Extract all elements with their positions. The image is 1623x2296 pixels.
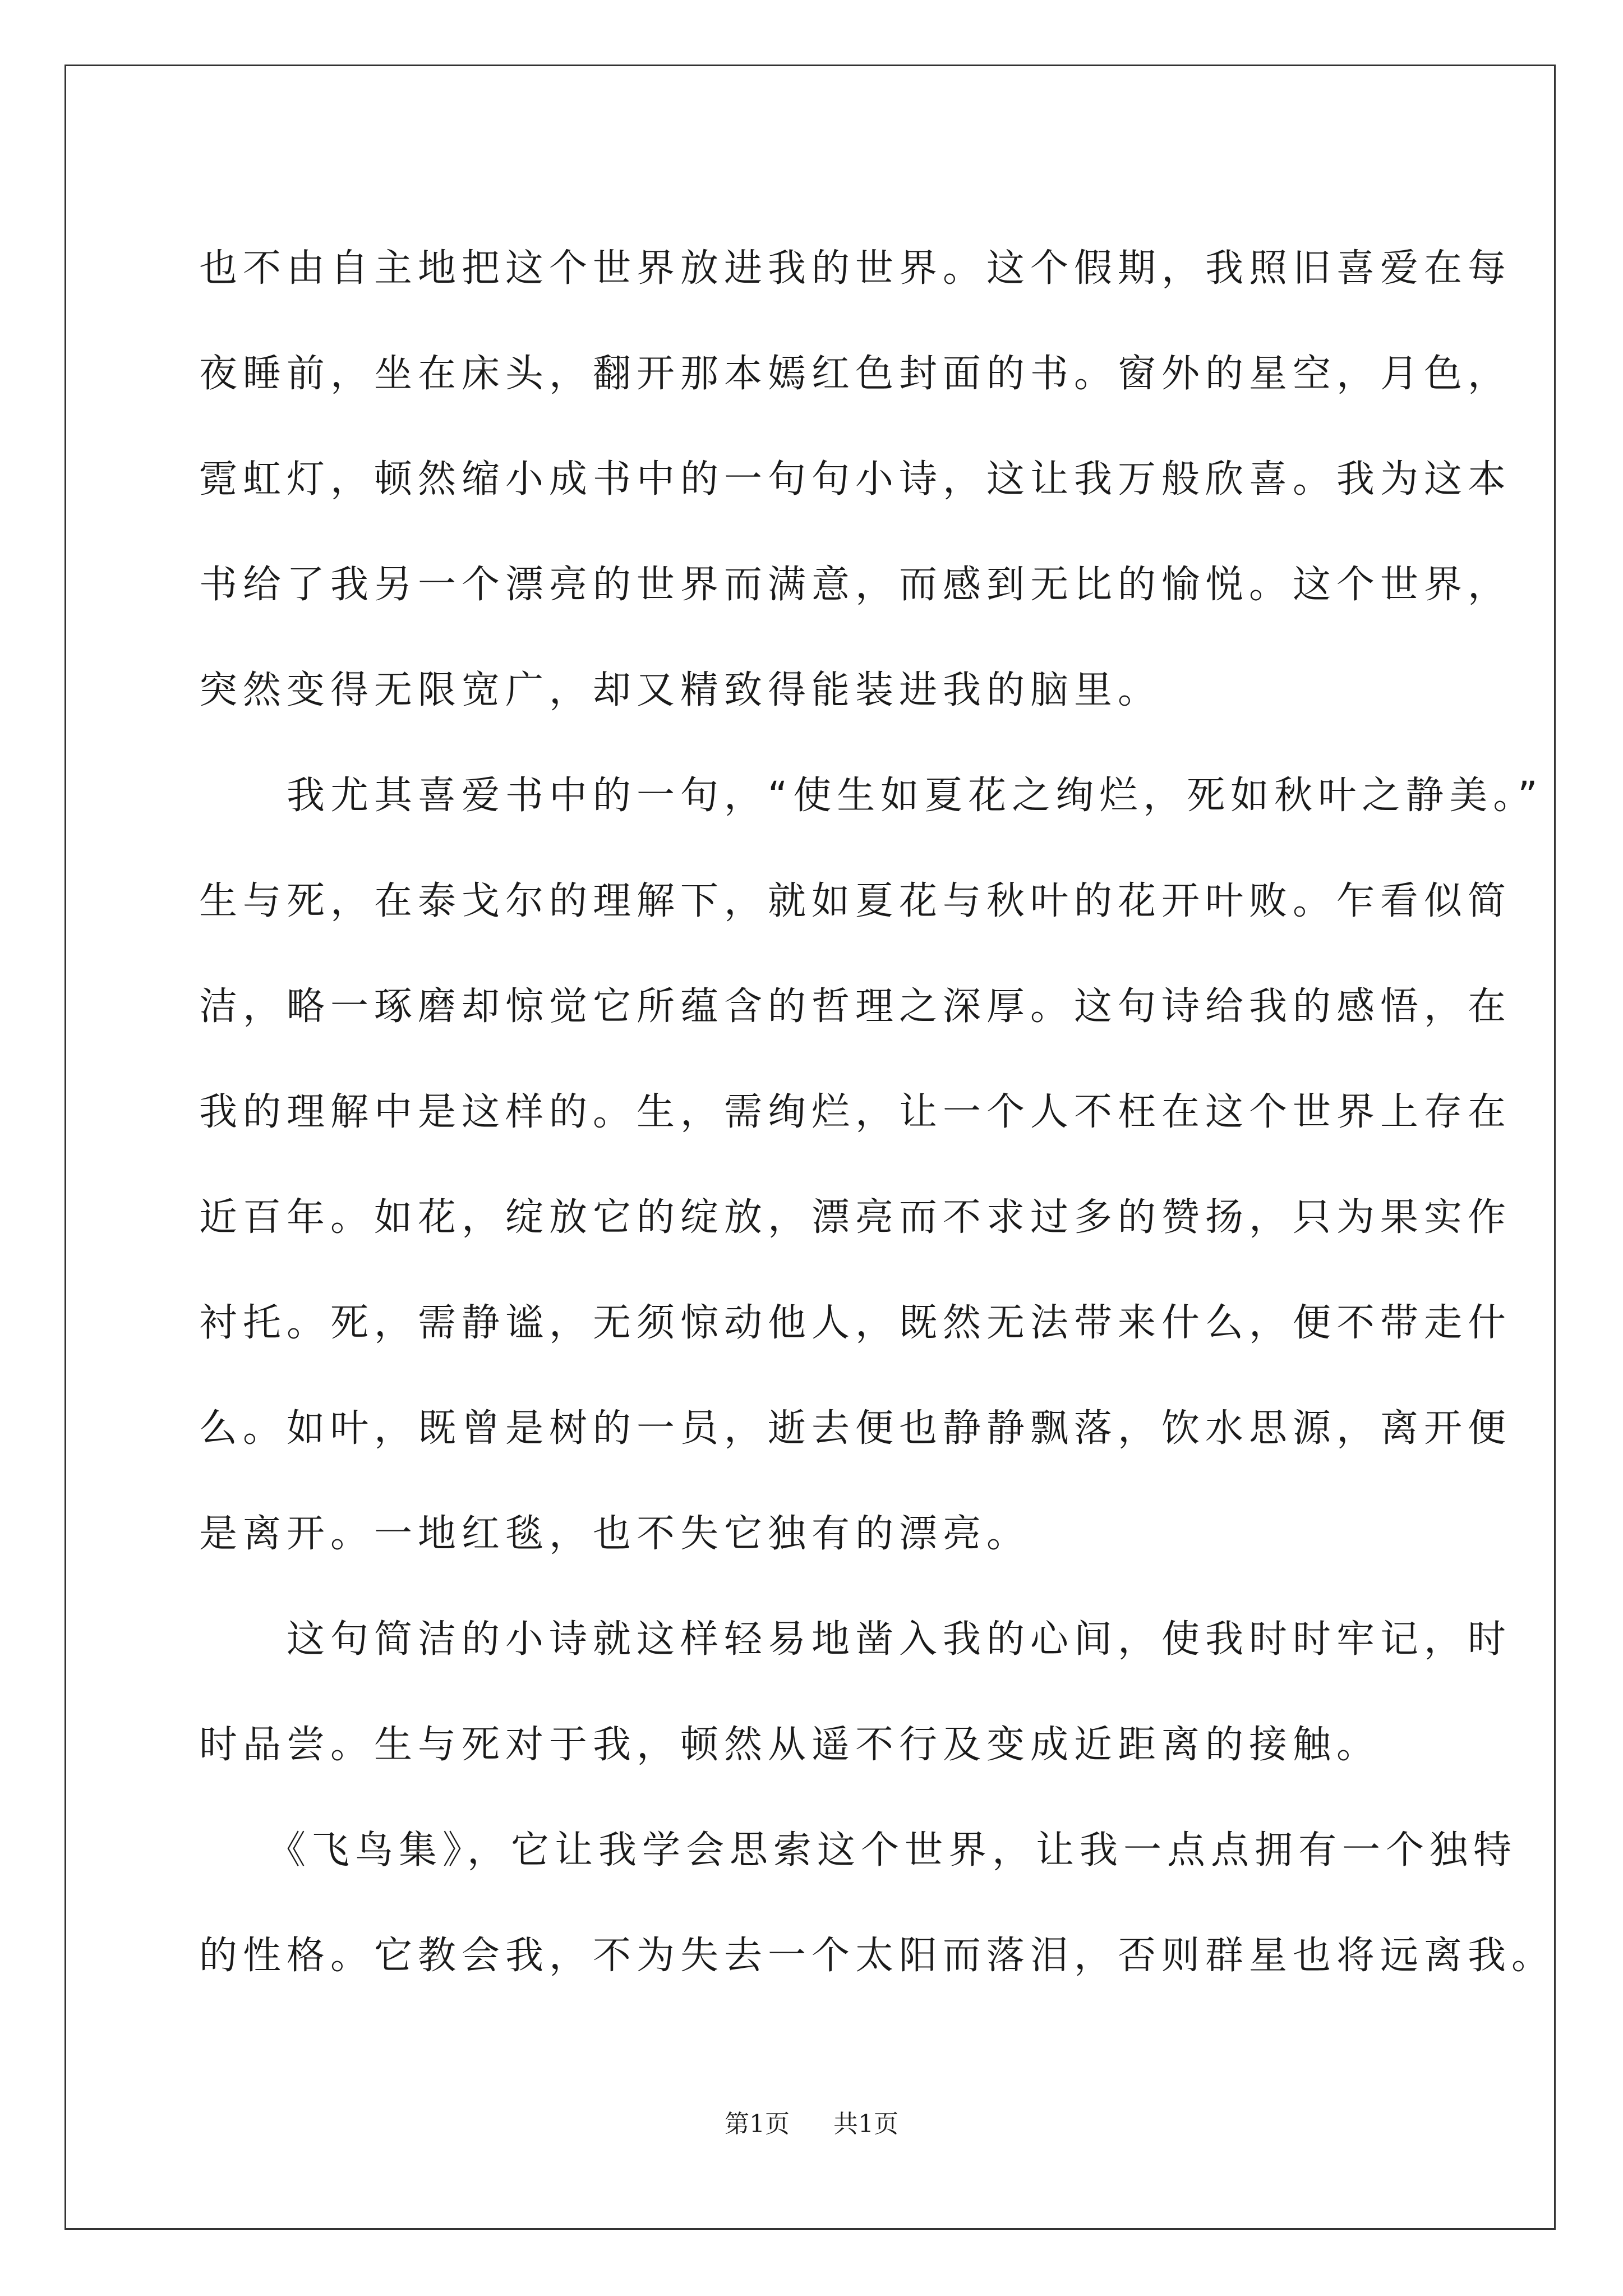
text-line: 是离开。一地红毯，也不失它独有的漂亮。 bbox=[199, 1512, 1031, 1556]
text-line: 洁，略一琢磨却惊觉它所蕴含的哲理之深厚。这句诗给我的感悟，在 bbox=[199, 984, 1512, 1029]
text-line: 突然变得无限宽广，却又精致得能装进我的脑里。 bbox=[199, 668, 1162, 712]
text-line: 我尤其喜爱书中的一句，“使生如夏花之绚烂，死如秋叶之静美。” bbox=[199, 774, 1543, 818]
page-number: 第1页 bbox=[725, 2110, 790, 2138]
page-total: 共1页 bbox=[833, 2110, 898, 2138]
text-line: 《飞鸟集》，它让我学会思索这个世界，让我一点点拥有一个独特 bbox=[199, 1828, 1518, 1872]
text-line: 霓虹灯，顿然缩小成书中的一句句小诗，这让我万般欣喜。我为这本 bbox=[199, 457, 1512, 501]
text-line: 夜睡前，坐在床头，翻开那本嫣红色封面的书。窗外的星空，月色， bbox=[199, 352, 1512, 396]
document-body bbox=[199, 216, 1556, 2009]
text-line: 这句简洁的小诗就这样轻易地凿入我的心间，使我时时牢记，时 bbox=[199, 1617, 1512, 1662]
text-line: 么。如叶，既曾是树的一员，逝去便也静静飘落，饮水思源，离开便 bbox=[199, 1406, 1512, 1451]
text-line: 时品尝。生与死对于我，顿然从遥不行及变成近距离的接触。 bbox=[199, 1723, 1381, 1767]
text-line: 生与死，在泰戈尔的理解下，就如夏花与秋叶的花开叶败。乍看似简 bbox=[199, 879, 1512, 923]
text-line: 近百年。如花，绽放它的绽放，漂亮而不求过多的赞扬，只为果实作 bbox=[199, 1195, 1512, 1240]
page-footer bbox=[0, 2104, 1623, 2139]
text-line: 我的理解中是这样的。生，需绚烂，让一个人不枉在这个世界上存在 bbox=[199, 1090, 1512, 1134]
text-line: 书给了我另一个漂亮的世界而满意，而感到无比的愉悦。这个世界， bbox=[199, 563, 1512, 607]
text-line: 也不由自主地把这个世界放进我的世界。这个假期，我照旧喜爱在每 bbox=[199, 246, 1512, 291]
text-line: 衬托。死，需静谧，无须惊动他人，既然无法带来什么，便不带走什 bbox=[199, 1301, 1512, 1345]
text-line: 的性格。它教会我，不为失去一个太阳而落泪，否则群星也将远离我。 bbox=[199, 1934, 1556, 1978]
